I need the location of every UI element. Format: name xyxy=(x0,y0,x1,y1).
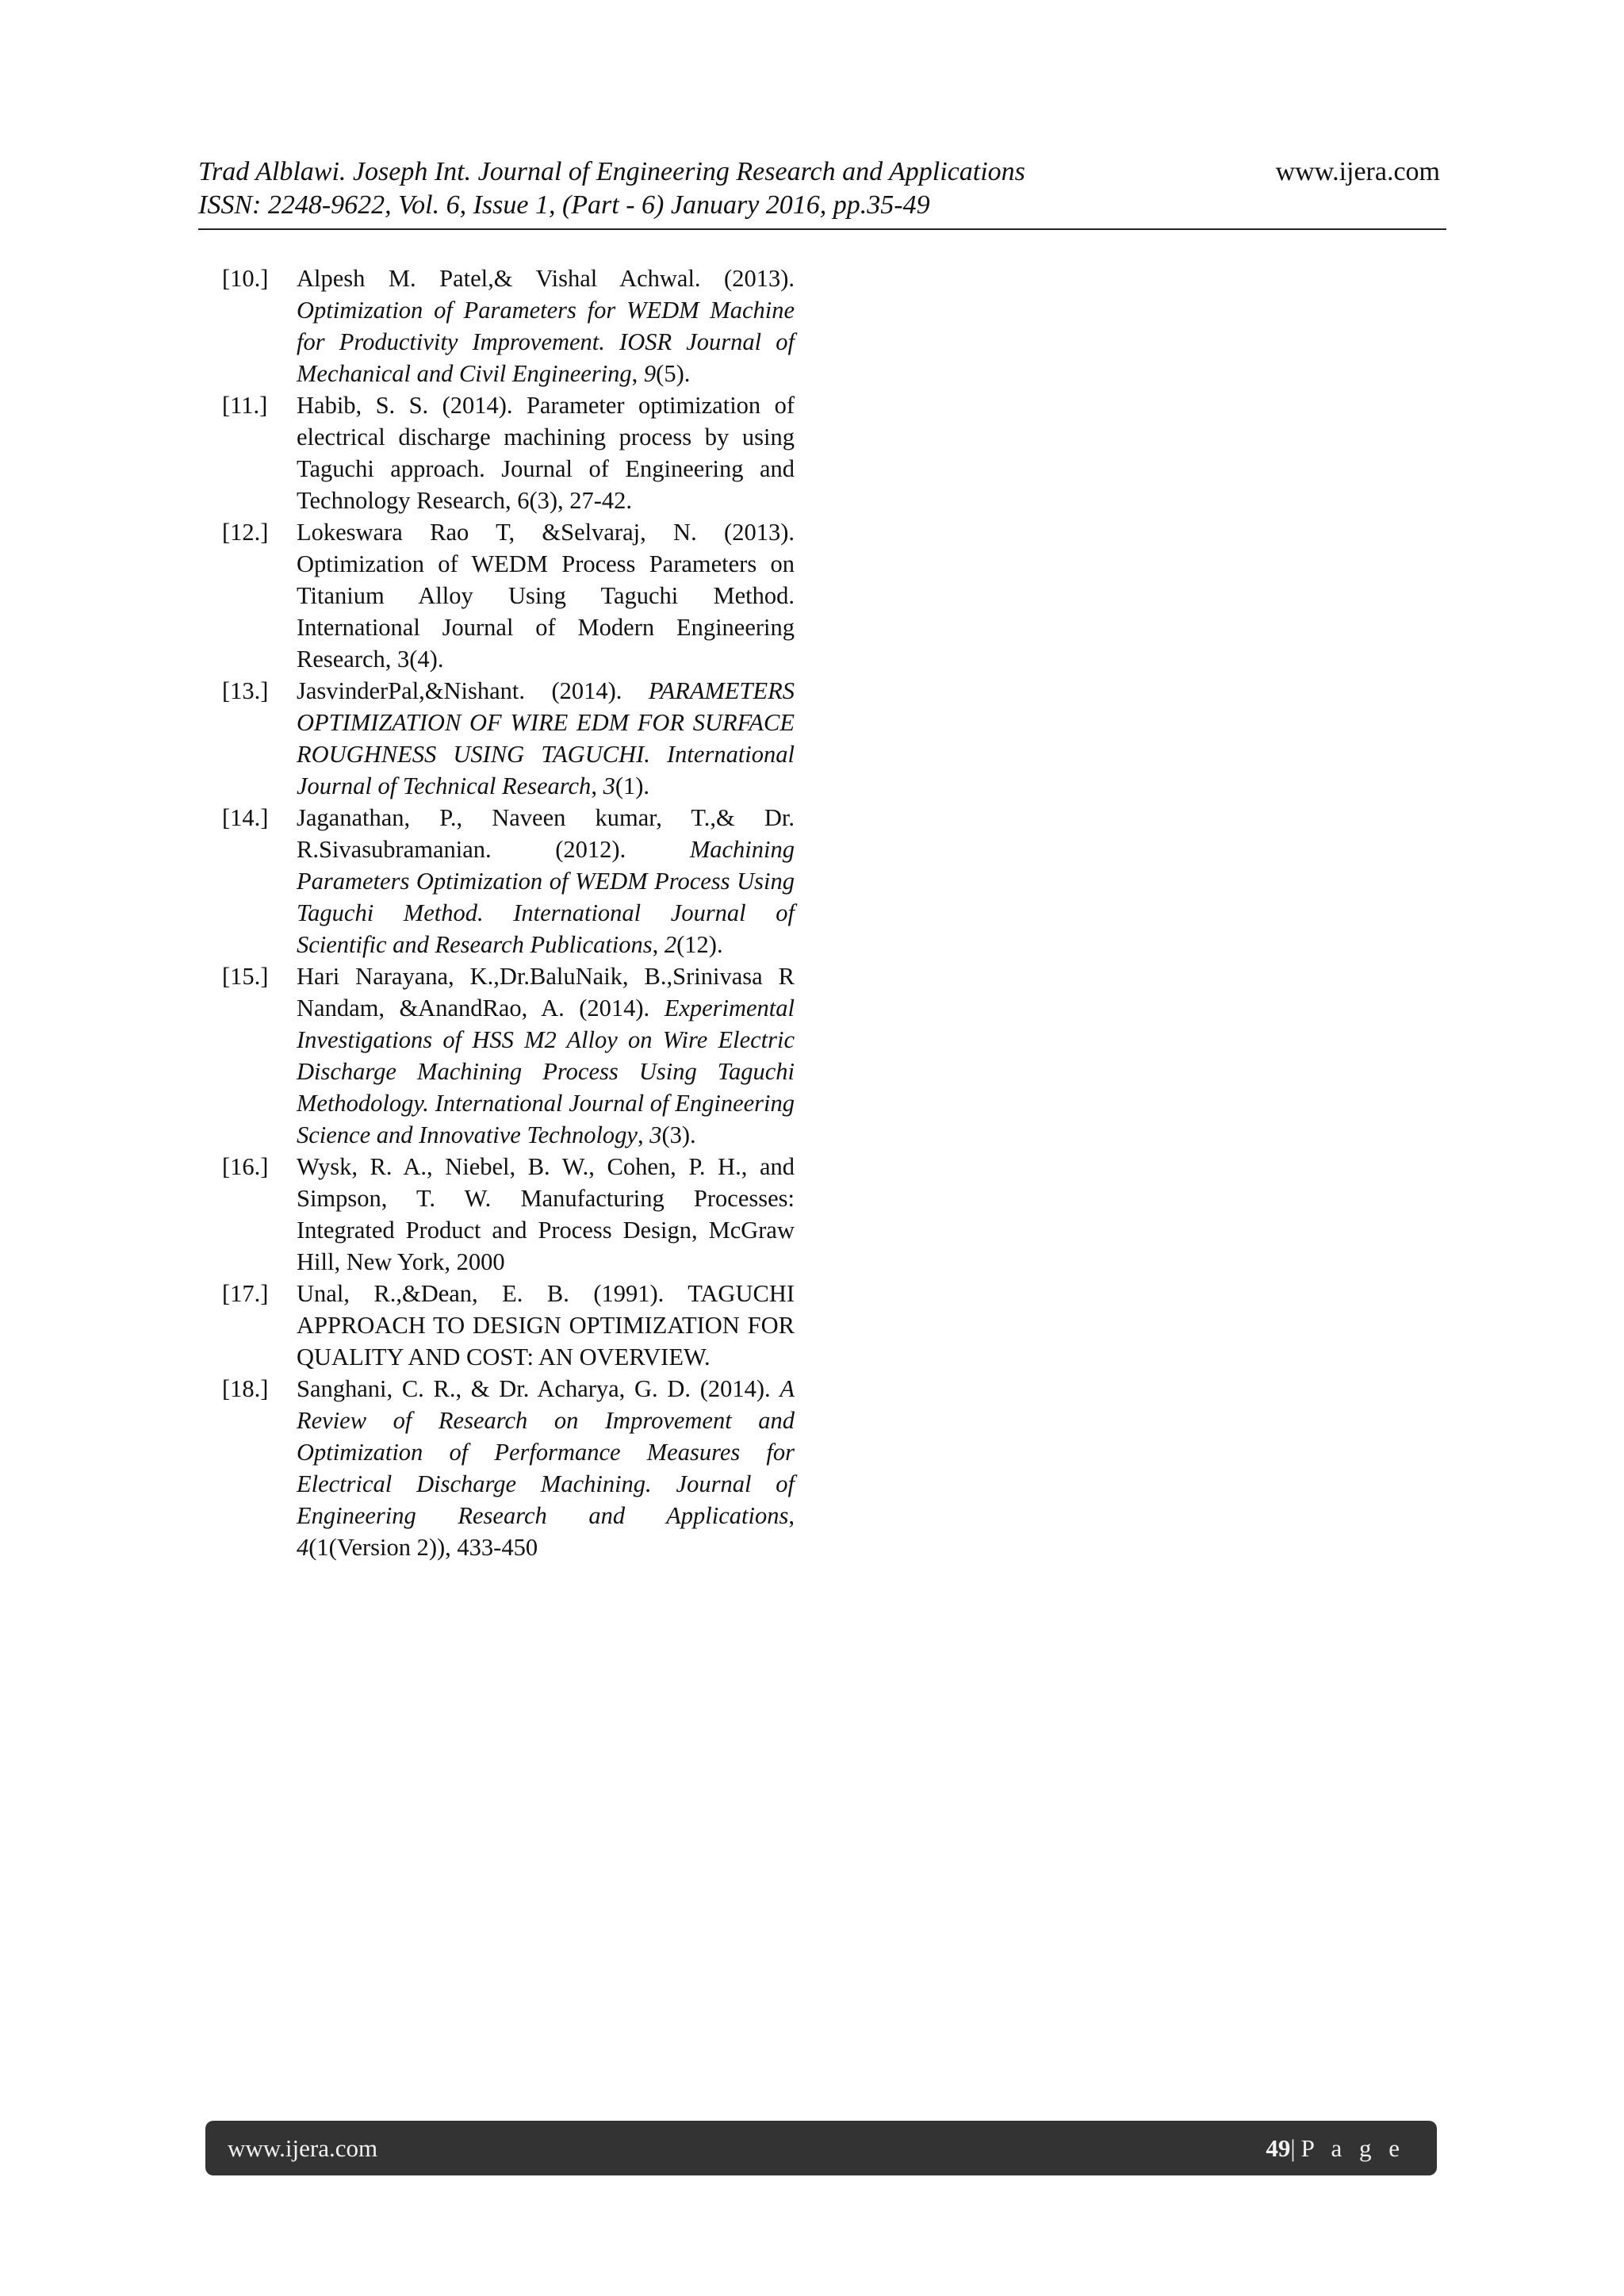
reference-item xyxy=(222,802,795,960)
page-number xyxy=(1266,2134,1405,2163)
reference-italic-segment: 2 xyxy=(664,931,677,958)
header-issn-line: ISSN: 2248-9622, Vol. 6, Issue 1, (Part - 6) January 2016, pp.35-49 xyxy=(198,190,930,220)
reference-number: [12.] xyxy=(222,519,269,546)
reference-text xyxy=(297,675,795,802)
reference-item xyxy=(222,1373,795,1563)
reference-segment: JasvinderPal,&Nishant. (2014). xyxy=(297,677,649,704)
reference-italic-segment: 9 xyxy=(643,360,657,387)
running-header xyxy=(198,155,1440,222)
reference-segment: Habib, S. S. (2014). Parameter optimization of electrical discharge machining process by using Taguchi approach. Journal of Engineering and Technology Research, 6(3), 27-42. xyxy=(297,392,795,514)
reference-text xyxy=(297,1373,795,1563)
reference-item xyxy=(222,389,795,516)
reference-segment: (3). xyxy=(661,1121,696,1148)
page-footer xyxy=(205,2121,1437,2175)
reference-segment: Lokeswara Rao T, &Selvaraj, N. (2013). Optimization of WEDM Process Parameters on Titanium Alloy Using Taguchi Method. International Journal of Modern Engineering Research, 3(4). xyxy=(297,519,795,673)
reference-text xyxy=(297,1278,795,1373)
reference-text xyxy=(297,1151,795,1278)
reference-italic-segment: 3 xyxy=(649,1121,662,1148)
header-divider xyxy=(198,228,1446,230)
reference-item xyxy=(222,263,795,389)
reference-italic-segment: PARAMETERS OPTIMIZATION OF WIRE EDM FOR SURFACE ROUGHNESS USING TAGUCHI. International Journal of Technical Research xyxy=(297,677,795,799)
reference-segment: Unal, R.,&Dean, E. B. (1991). TAGUCHI APPROACH TO DESIGN OPTIMIZATION FOR QUALITY AND COST: AN OVERVIEW. xyxy=(297,1280,795,1370)
reference-text xyxy=(297,263,795,389)
reference-item xyxy=(222,1278,795,1373)
reference-number: [15.] xyxy=(222,963,269,990)
reference-segment: (5). xyxy=(656,360,691,387)
reference-text xyxy=(297,389,795,516)
reference-segment: , xyxy=(652,931,665,958)
reference-number: [14.] xyxy=(222,804,269,831)
page-number-value: 49 xyxy=(1266,2133,1291,2162)
header-journal-line: Trad Alblawi. Joseph Int. Journal of Engineering Research and Applications xyxy=(198,157,1025,186)
reference-italic-segment: A Review of Research on Improvement and Optimization of Performance Measures for Electrical Discharge Machining. Journal of Engineering Research and Applications xyxy=(297,1375,795,1529)
reference-number: [17.] xyxy=(222,1280,269,1307)
page-suffix: |P a g e xyxy=(1290,2133,1405,2162)
reference-segment: (1). xyxy=(615,772,650,799)
reference-segment: , xyxy=(788,1502,795,1529)
reference-text xyxy=(297,802,795,960)
reference-italic-segment: Machining Parameters Optimization of WEDM Process Using Taguchi Method. International Journal of Scientific and Research Publications xyxy=(297,836,795,958)
reference-item xyxy=(222,675,795,802)
reference-number: [11.] xyxy=(222,392,268,419)
reference-segment: , xyxy=(631,360,644,387)
header-website-link[interactable]: www.ijera.com xyxy=(1275,157,1440,186)
reference-number: [18.] xyxy=(222,1375,269,1402)
reference-item xyxy=(222,960,795,1151)
reference-segment: (1(Version 2)), 433-450 xyxy=(308,1534,538,1561)
reference-segment: Hari Narayana, K.,Dr.BaluNaik, B.,Srinivasa R Nandam, &AnandRao, A. (2014). xyxy=(297,963,795,1022)
reference-item xyxy=(222,516,795,675)
footer-website-link[interactable]: www.ijera.com xyxy=(228,2133,378,2162)
reference-list xyxy=(222,263,795,1563)
reference-number: [13.] xyxy=(222,677,269,704)
reference-segment: Alpesh M. Patel,& Vishal Achwal. (2013). xyxy=(297,265,795,292)
reference-italic-segment: 4 xyxy=(297,1534,309,1561)
reference-number: [16.] xyxy=(222,1153,269,1180)
reference-italic-segment: 3 xyxy=(603,772,615,799)
reference-number: [10.] xyxy=(222,265,269,292)
reference-italic-segment: Experimental Investigations of HSS M2 Alloy on Wire Electric Discharge Machining Process Using Taguchi Methodology. International Journal of Engineering Science and Innovative Technology xyxy=(297,995,795,1148)
reference-segment: , xyxy=(637,1121,650,1148)
reference-italic-segment: Optimization of Parameters for WEDM Machine for Productivity Improvement. IOSR Journal of Mechanical and Civil Engineering xyxy=(297,297,795,387)
reference-segment: Jaganathan, P., Naveen kumar, T.,& Dr. R.Sivasubramanian. (2012). xyxy=(297,804,795,863)
reference-segment: Sanghani, C. R., & Dr. Acharya, G. D. (2014). xyxy=(297,1375,780,1402)
reference-segment: Wysk, R. A., Niebel, B. W., Cohen, P. H., and Simpson, T. W. Manufacturing Processes: Integrated Product and Process Design, McGraw Hill, New York, 2000 xyxy=(297,1153,795,1275)
reference-text xyxy=(297,516,795,675)
reference-text xyxy=(297,960,795,1151)
reference-segment: (12). xyxy=(676,931,723,958)
reference-item xyxy=(222,1151,795,1278)
reference-segment: , xyxy=(591,772,603,799)
